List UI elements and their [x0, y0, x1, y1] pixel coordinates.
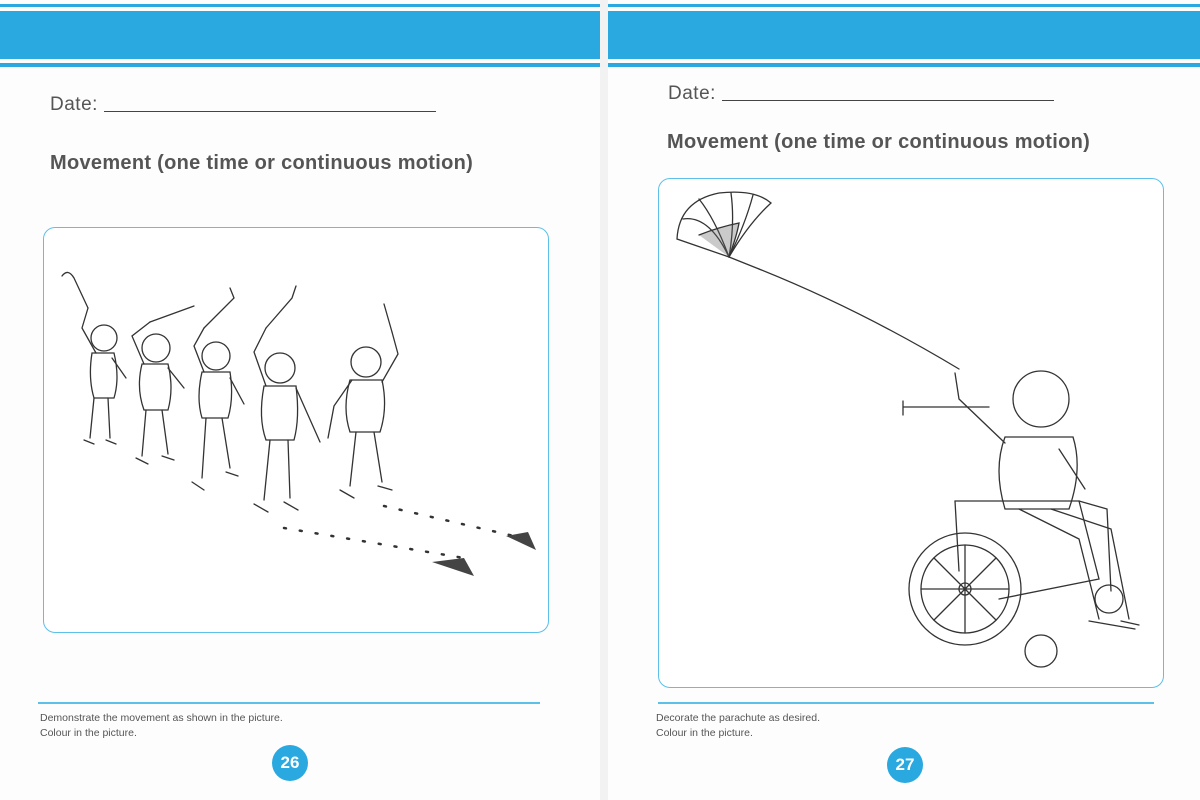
child-figure	[328, 304, 398, 498]
child-figure	[254, 286, 320, 512]
wheelchair-handle	[903, 401, 989, 415]
child-figure	[132, 306, 194, 464]
instructions	[40, 711, 283, 741]
date-line[interactable]	[104, 111, 436, 112]
header-band-thin-bottom	[0, 63, 600, 67]
children-running-illustration	[44, 228, 547, 631]
instruction-line: Decorate the parachute as desired.	[656, 712, 821, 724]
page-title: Movement (one time or continuous motion)	[50, 152, 474, 174]
date-label: Date:	[50, 94, 98, 115]
instruction-line: Demonstrate the movement as shown in the picture.	[40, 712, 283, 724]
instruction-line: Colour in the picture.	[656, 727, 753, 739]
header-band	[608, 11, 1200, 59]
book-spine	[600, 0, 608, 800]
page-title: Movement (one time or continuous motion)	[667, 131, 1091, 153]
date-label: Date:	[668, 83, 716, 104]
date-row	[50, 94, 436, 116]
instruction-line: Colour in the picture.	[40, 727, 137, 739]
child-figure	[62, 272, 126, 444]
header-band-thin-top	[608, 4, 1200, 7]
header-band-thin-bottom	[608, 63, 1200, 67]
wheelchair-parachute-illustration	[659, 179, 1162, 686]
date-row	[668, 83, 1054, 105]
page-number-badge: 27	[887, 747, 923, 783]
parachute-string	[759, 269, 959, 369]
instruction-rule	[658, 702, 1154, 704]
header-band-thin-top	[0, 4, 600, 7]
right-page	[608, 0, 1200, 800]
child-figure	[192, 288, 244, 490]
header-band	[0, 11, 600, 59]
parachute-icon	[677, 192, 771, 269]
instruction-rule	[38, 702, 540, 704]
illustration-frame	[43, 227, 549, 633]
page-number-badge: 26	[272, 745, 308, 781]
illustration-frame	[658, 178, 1164, 688]
instructions	[656, 711, 820, 741]
date-line[interactable]	[722, 100, 1054, 101]
